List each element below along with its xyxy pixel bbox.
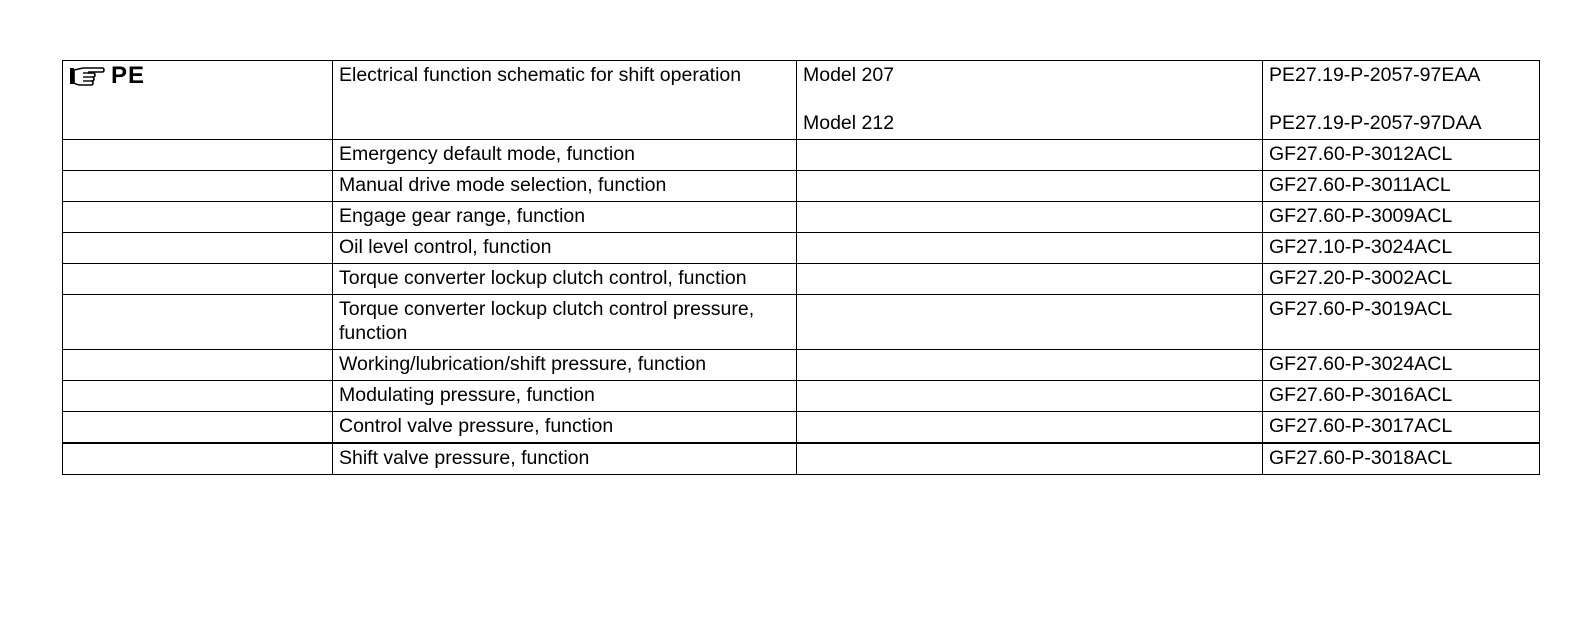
description-cell: [333, 61, 797, 140]
reference-code: PE27.19-P-2057-97DAA: [1269, 112, 1482, 134]
table-row: [63, 264, 1540, 295]
table-row: [63, 140, 1540, 171]
model-label: Model 212: [803, 112, 895, 134]
row-description: Emergency default mode, function: [339, 143, 635, 165]
reference-code: GF27.60-P-3012ACL: [1269, 143, 1453, 165]
table-row: [63, 350, 1540, 381]
reference-tag-cell: [63, 295, 333, 350]
table-row: [63, 61, 1540, 140]
pointing-hand-icon: [69, 65, 105, 87]
description-cell: [333, 443, 797, 475]
row-description: Engage gear range, function: [339, 205, 586, 227]
description-cell: [333, 412, 797, 444]
reference-cell: [1263, 61, 1540, 140]
model-label: Model 207: [803, 64, 895, 86]
row-description: Working/lubrication/shift pressure, function: [339, 353, 707, 375]
row-description: Manual drive mode selection, function: [339, 174, 667, 196]
reference-tag-cell: [63, 412, 333, 444]
reference-code: GF27.60-P-3018ACL: [1269, 447, 1453, 469]
model-cell: [797, 233, 1263, 264]
reference-code: PE27.19-P-2057-97EAA: [1269, 64, 1481, 86]
model-cell: [797, 171, 1263, 202]
reference-tag-cell: [63, 202, 333, 233]
reference-code: GF27.10-P-3024ACL: [1269, 236, 1453, 258]
reference-cell: [1263, 140, 1540, 171]
description-cell: [333, 233, 797, 264]
model-cell: [797, 264, 1263, 295]
table-row: [63, 412, 1540, 444]
model-cell: [797, 443, 1263, 475]
reference-table: [62, 60, 1540, 475]
row-description: Control valve pressure, function: [339, 415, 614, 437]
row-description: Electrical function schematic for shift operation: [339, 64, 742, 86]
row-description: Torque converter lockup clutch control pressure, function: [339, 298, 755, 344]
row-description: Modulating pressure, function: [339, 384, 595, 406]
reference-tag-cell: [63, 171, 333, 202]
table-row: [63, 171, 1540, 202]
model-cell: [797, 381, 1263, 412]
reference-cell: [1263, 412, 1540, 444]
reference-code: GF27.20-P-3002ACL: [1269, 267, 1453, 289]
model-cell: [797, 350, 1263, 381]
description-cell: [333, 381, 797, 412]
reference-code: GF27.60-P-3011ACL: [1269, 174, 1451, 196]
table-row: [63, 381, 1540, 412]
reference-tag-label: PE: [111, 62, 146, 89]
description-cell: [333, 264, 797, 295]
reference-cell: [1263, 443, 1540, 475]
model-cell: [797, 412, 1263, 444]
reference-code: GF27.60-P-3019ACL: [1269, 298, 1453, 320]
reference-tag-cell: [63, 381, 333, 412]
description-cell: [333, 140, 797, 171]
reference-cell: [1263, 202, 1540, 233]
reference-tag-cell: [63, 61, 333, 140]
reference-tag-cell: [63, 350, 333, 381]
description-cell: [333, 202, 797, 233]
reference-tag: [69, 63, 327, 89]
reference-cell: [1263, 171, 1540, 202]
table-row: [63, 443, 1540, 475]
row-description: Torque converter lockup clutch control, function: [339, 267, 747, 289]
model-cell: [797, 61, 1263, 140]
table-row: [63, 202, 1540, 233]
table-row: [63, 233, 1540, 264]
description-cell: [333, 350, 797, 381]
reference-tag-cell: [63, 264, 333, 295]
model-cell: [797, 295, 1263, 350]
description-cell: [333, 295, 797, 350]
reference-code: GF27.60-P-3017ACL: [1269, 415, 1453, 437]
reference-cell: [1263, 381, 1540, 412]
row-description: Shift valve pressure, function: [339, 447, 590, 469]
model-cell: [797, 202, 1263, 233]
reference-tag-cell: [63, 140, 333, 171]
reference-cell: [1263, 264, 1540, 295]
reference-code: GF27.60-P-3024ACL: [1269, 353, 1453, 375]
reference-tag-cell: [63, 443, 333, 475]
row-description: Oil level control, function: [339, 236, 552, 258]
model-cell: [797, 140, 1263, 171]
description-cell: [333, 171, 797, 202]
table-row: [63, 295, 1540, 350]
reference-cell: [1263, 350, 1540, 381]
reference-tag-cell: [63, 233, 333, 264]
reference-cell: [1263, 233, 1540, 264]
reference-code: GF27.60-P-3009ACL: [1269, 205, 1453, 227]
reference-code: GF27.60-P-3016ACL: [1269, 384, 1453, 406]
reference-cell: [1263, 295, 1540, 350]
